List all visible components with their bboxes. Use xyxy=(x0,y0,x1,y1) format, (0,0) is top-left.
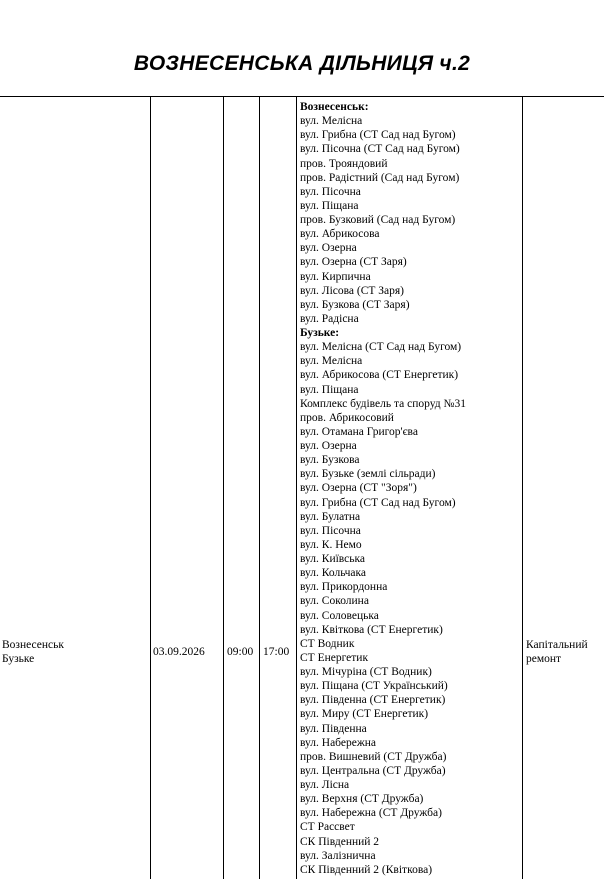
street-list xyxy=(300,100,522,877)
column-divider xyxy=(296,97,297,879)
street-item: вул. Грибна (СТ Сад над Бугом) xyxy=(300,129,456,142)
page-title: ВОЗНЕСЕНСЬКА ДІЛЬНИЦЯ ч.2 xyxy=(133,52,471,75)
street-item: вул. Пісочна xyxy=(300,185,361,198)
street-item: вул. Абрикосова xyxy=(300,228,380,241)
street-item: вул. Грибна (СТ Сад над Бугом) xyxy=(300,496,456,509)
street-item: СТ Рассвет xyxy=(300,821,355,834)
street-item: СТ Водник xyxy=(300,637,355,650)
street-item: вул. Прикордонна xyxy=(300,581,388,594)
reason-text: ремонт xyxy=(526,653,562,665)
reason-text: Капітальний xyxy=(526,639,588,651)
column-divider xyxy=(150,97,151,879)
street-item: пров. Радістний (Сад над Бугом) xyxy=(300,171,460,184)
street-item: пров. Вишневий (СТ Дружба) xyxy=(300,750,447,763)
street-item: вул. Південна (СТ Енергетик) xyxy=(300,694,446,707)
street-item: вул. Абрикосова (СТ Енергетик) xyxy=(300,369,459,382)
street-item: вул. Радісна xyxy=(300,312,359,325)
street-item: вул. Піщана (СТ Український) xyxy=(300,680,448,693)
settlement-heading: Бузьке: xyxy=(300,327,340,339)
street-item: вул. Бузкова (СТ Заря) xyxy=(300,298,410,311)
column-divider xyxy=(223,97,224,879)
time-start-cell: 09:00 xyxy=(227,646,254,658)
street-item: вул. Піщана xyxy=(300,383,359,396)
street-item: вул. Соколина xyxy=(300,595,369,608)
street-item: вул. Мелісна xyxy=(300,355,363,368)
street-item: вул. Озерна (СТ Заря) xyxy=(300,256,407,269)
street-item: вул. Південна xyxy=(300,722,367,735)
street-item: вул. Київська xyxy=(300,553,366,565)
street-item: вул. Лісова (СТ Заря) xyxy=(300,284,405,297)
street-item: вул. Мічуріна (СТ Водник) xyxy=(300,666,432,678)
street-item: вул. Бузкова xyxy=(300,454,360,467)
street-item: пров. Трояндовий xyxy=(300,157,388,170)
street-item: вул. Кольчака xyxy=(300,567,366,580)
street-item: вул. Миру (СТ Енергетик) xyxy=(300,708,429,721)
settlement-cell xyxy=(2,638,64,666)
street-item: СК Південний 2 xyxy=(300,835,380,848)
street-item: вул. Булатна xyxy=(300,510,361,523)
street-item: вул. Кирпична xyxy=(300,270,371,283)
street-item: вул. К. Немо xyxy=(300,538,362,551)
outage-table xyxy=(0,96,604,879)
time-end-cell: 17:00 xyxy=(263,646,290,658)
street-item: СК Південний 2 (Квіткова) xyxy=(300,863,433,876)
reason-cell xyxy=(526,638,588,666)
street-item: вул. Верхня (СТ Дружба) xyxy=(300,793,424,806)
street-item: Комплекс будівель та споруд №31 xyxy=(300,397,466,410)
street-item: вул. Набережна xyxy=(300,736,377,749)
settlement-heading: Вознесенськ: xyxy=(300,101,369,113)
street-item: вул. Озерна xyxy=(300,242,357,255)
street-item: вул. Мелісна xyxy=(300,115,363,128)
street-item: вул. Піщана xyxy=(300,199,359,212)
street-item: вул. Озерна (СТ "Зоря") xyxy=(300,482,417,495)
settlement-name: Бузьке xyxy=(2,653,35,665)
street-item: вул. Бузьке (землі сільради) xyxy=(300,468,436,481)
street-item: пров. Бузковий (Сад над Бугом) xyxy=(300,214,456,226)
street-item: СТ Енергетик xyxy=(300,651,369,664)
settlement-name: Вознесенськ xyxy=(2,639,64,651)
street-item: вул. Отамана Григор'єва xyxy=(300,425,418,438)
street-item: вул. Центральна (СТ Дружба) xyxy=(300,764,446,777)
street-item: вул. Пісочна (СТ Сад над Бугом) xyxy=(300,143,460,156)
street-item: вул. Пісочна xyxy=(300,524,361,537)
street-item: вул. Соловецька xyxy=(300,609,379,622)
column-divider xyxy=(259,97,260,879)
street-item: вул. Лісна xyxy=(300,779,350,791)
street-item: пров. Абрикосовий xyxy=(300,411,394,424)
date-cell: 03.09.2026 xyxy=(153,646,205,658)
column-divider xyxy=(522,97,523,879)
street-item: вул. Мелісна (СТ Сад над Бугом) xyxy=(300,341,462,354)
street-item: вул. Озерна xyxy=(300,440,357,452)
street-item: вул. Квіткова (СТ Енергетик) xyxy=(300,623,443,636)
street-item: вул. Набережна (СТ Дружба) xyxy=(300,807,442,820)
street-item: вул. Залізнична xyxy=(300,849,376,862)
